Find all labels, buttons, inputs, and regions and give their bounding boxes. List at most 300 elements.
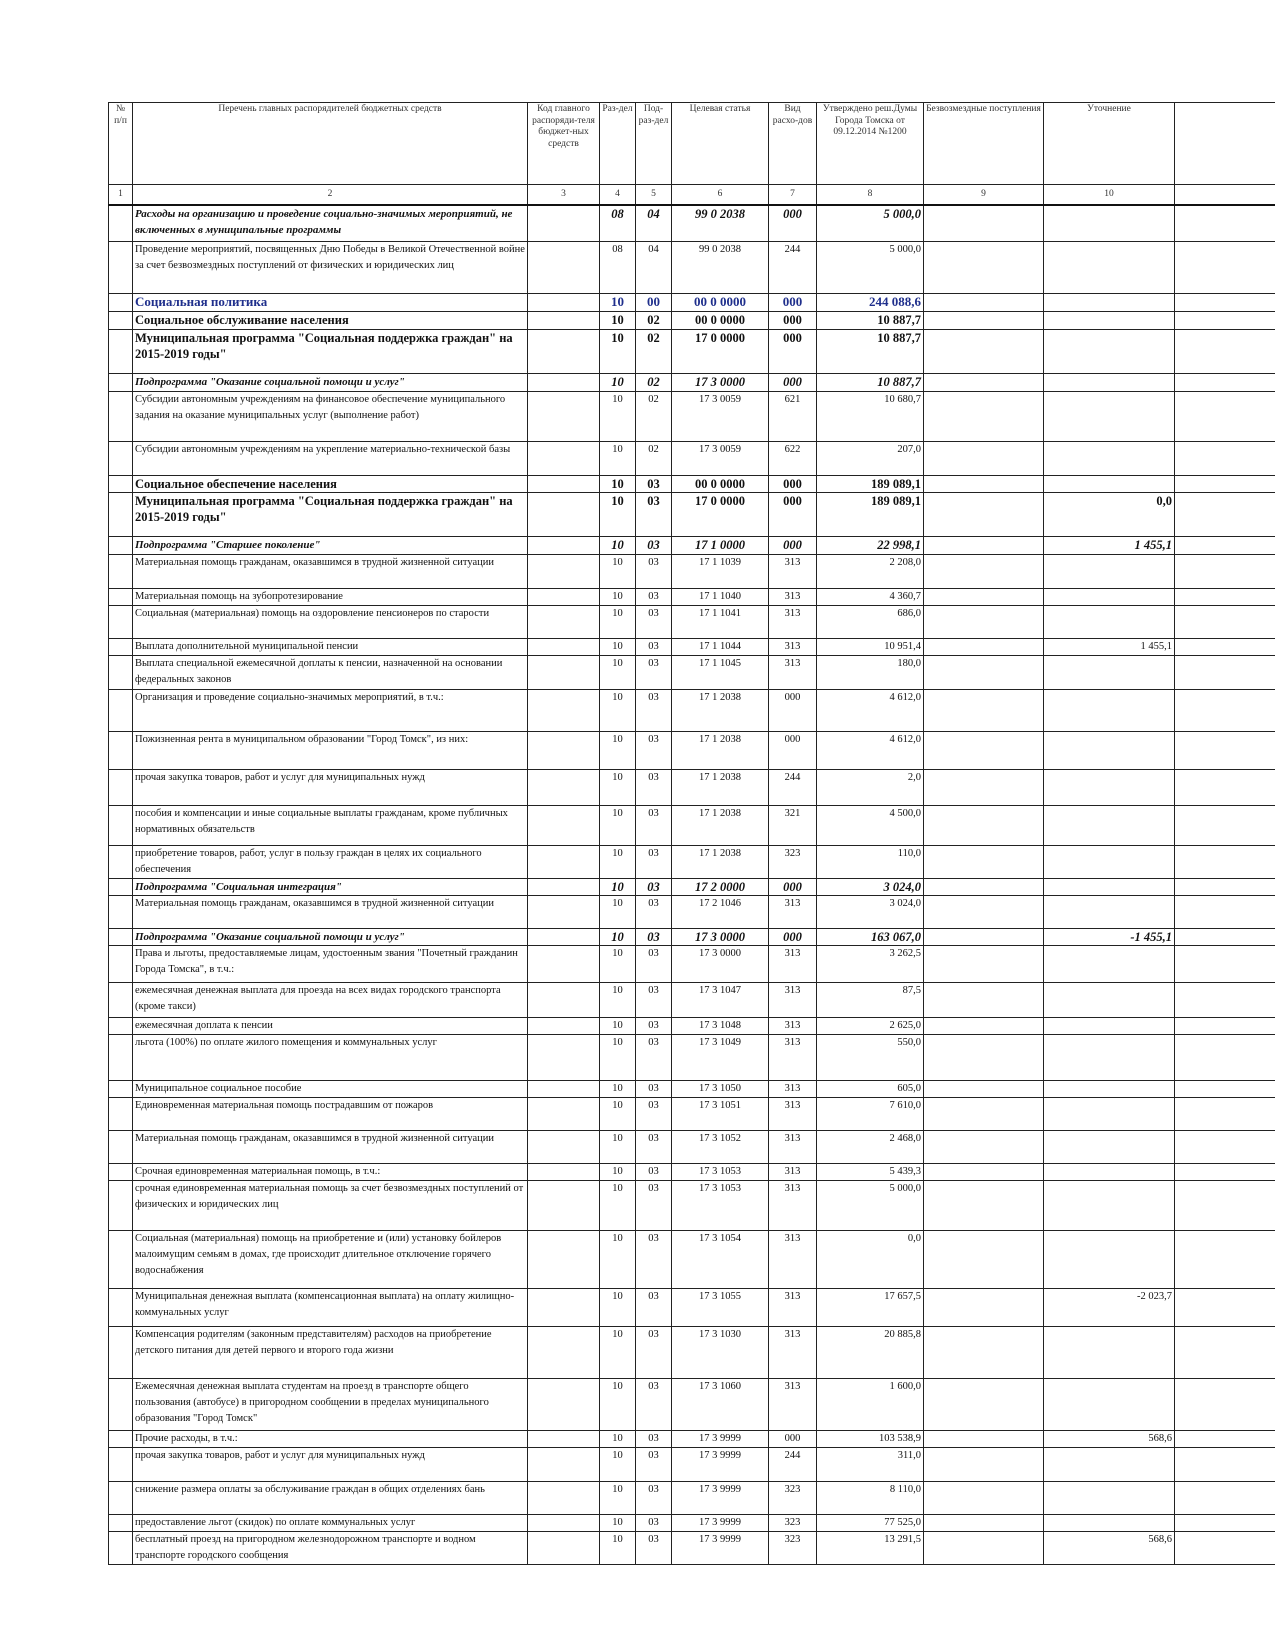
row-expense-type: 313	[769, 945, 817, 982]
row-razdel: 10	[600, 329, 636, 373]
row-expense-type: 313	[769, 554, 817, 588]
row-number-cell	[109, 1531, 133, 1564]
row-expense-type: 621	[769, 391, 817, 441]
table-row	[109, 588, 1275, 605]
table-row	[109, 982, 1275, 1017]
table-row	[109, 554, 1275, 588]
row-number-cell	[109, 1447, 133, 1481]
row-code	[528, 928, 600, 945]
row-refinement	[1044, 475, 1175, 492]
row-number-cell	[109, 731, 133, 769]
row-target-article: 17 1 2038	[672, 731, 769, 769]
row-expense-type: 000	[769, 492, 817, 536]
row-refinement	[1044, 895, 1175, 928]
header-free-receipts: Безвозмездные поступления	[924, 103, 1044, 185]
row-refinement	[1044, 554, 1175, 588]
row-code	[528, 655, 600, 689]
row-number-cell	[109, 1326, 133, 1378]
row-extra	[1175, 441, 1275, 475]
row-extra	[1175, 329, 1275, 373]
row-extra	[1175, 1378, 1275, 1430]
row-number-cell	[109, 878, 133, 895]
row-free-receipts	[924, 293, 1044, 311]
row-approved-amount: 550,0	[817, 1034, 924, 1080]
row-approved-amount: 110,0	[817, 845, 924, 878]
row-name: Социальная политика	[133, 293, 528, 311]
row-free-receipts	[924, 1531, 1044, 1564]
row-code	[528, 373, 600, 391]
row-number-cell	[109, 1180, 133, 1230]
row-expense-type: 313	[769, 605, 817, 638]
row-target-article: 17 2 1046	[672, 895, 769, 928]
row-refinement	[1044, 241, 1175, 293]
row-extra	[1175, 588, 1275, 605]
row-extra	[1175, 1017, 1275, 1034]
row-refinement	[1044, 1163, 1175, 1180]
row-expense-type: 313	[769, 1326, 817, 1378]
row-approved-amount: 8 110,0	[817, 1481, 924, 1514]
table-row	[109, 638, 1275, 655]
row-number-cell	[109, 1034, 133, 1080]
row-name: Выплата дополнительной муниципальной пенсии	[133, 638, 528, 655]
row-refinement	[1044, 1180, 1175, 1230]
row-refinement: 0,0	[1044, 492, 1175, 536]
row-expense-type: 313	[769, 1017, 817, 1034]
column-number: 10	[1044, 185, 1175, 206]
header-podrazdel: Под-раз-дел	[636, 103, 672, 185]
table-row	[109, 536, 1275, 554]
row-extra	[1175, 1288, 1275, 1326]
row-approved-amount: 686,0	[817, 605, 924, 638]
row-podrazdel: 03	[636, 1378, 672, 1430]
row-name: ежемесячная денежная выплата для проезда на всех видах городского транспорта (кроме такси)	[133, 982, 528, 1017]
row-extra	[1175, 554, 1275, 588]
row-extra	[1175, 311, 1275, 329]
row-approved-amount: 163 067,0	[817, 928, 924, 945]
row-approved-amount: 5 000,0	[817, 1180, 924, 1230]
row-podrazdel: 03	[636, 554, 672, 588]
row-code	[528, 1097, 600, 1130]
row-number-cell	[109, 329, 133, 373]
column-number: 4	[600, 185, 636, 206]
row-number-cell	[109, 769, 133, 805]
row-code	[528, 1034, 600, 1080]
row-podrazdel: 02	[636, 373, 672, 391]
row-extra	[1175, 805, 1275, 845]
row-name: прочая закупка товаров, работ и услуг для муниципальных нужд	[133, 769, 528, 805]
row-free-receipts	[924, 475, 1044, 492]
row-approved-amount: 244 088,6	[817, 293, 924, 311]
row-name: Подпрограмма "Старшее поколение"	[133, 536, 528, 554]
row-number-cell	[109, 492, 133, 536]
table-row	[109, 805, 1275, 845]
row-refinement: 1 455,1	[1044, 536, 1175, 554]
row-expense-type: 000	[769, 293, 817, 311]
row-free-receipts	[924, 1326, 1044, 1378]
row-free-receipts	[924, 1080, 1044, 1097]
row-target-article: 17 1 2038	[672, 769, 769, 805]
row-number-cell	[109, 441, 133, 475]
table-row	[109, 1080, 1275, 1097]
row-approved-amount: 17 657,5	[817, 1288, 924, 1326]
row-extra	[1175, 605, 1275, 638]
row-free-receipts	[924, 1230, 1044, 1288]
row-expense-type: 323	[769, 1481, 817, 1514]
row-target-article: 17 1 1044	[672, 638, 769, 655]
column-number: 5	[636, 185, 672, 206]
row-razdel: 10	[600, 731, 636, 769]
row-number-cell	[109, 311, 133, 329]
row-approved-amount: 2 625,0	[817, 1017, 924, 1034]
row-name: снижение размера оплаты за обслуживание граждан в общих отделениях бань	[133, 1481, 528, 1514]
header-razdel: Раз-дел	[600, 103, 636, 185]
row-name: Муниципальное социальное пособие	[133, 1080, 528, 1097]
table-row	[109, 1017, 1275, 1034]
row-code	[528, 1447, 600, 1481]
row-razdel: 10	[600, 805, 636, 845]
row-extra	[1175, 373, 1275, 391]
row-number-cell	[109, 205, 133, 241]
row-name: Социальное обеспечение населения	[133, 475, 528, 492]
row-name: Проведение мероприятий, посвященных Дню Победы в Великой Отечественной войне за счет безвозмездных поступлений от физических и юридических лиц	[133, 241, 528, 293]
row-name: Материальная помощь гражданам, оказавшимся в трудной жизненной ситуации	[133, 895, 528, 928]
row-refinement	[1044, 769, 1175, 805]
row-podrazdel: 04	[636, 205, 672, 241]
row-podrazdel: 03	[636, 1080, 672, 1097]
row-refinement: -2 023,7	[1044, 1288, 1175, 1326]
row-expense-type: 622	[769, 441, 817, 475]
row-razdel: 10	[600, 1080, 636, 1097]
row-free-receipts	[924, 588, 1044, 605]
row-code	[528, 1163, 600, 1180]
table-row	[109, 689, 1275, 731]
row-extra	[1175, 1034, 1275, 1080]
row-target-article: 17 3 1055	[672, 1288, 769, 1326]
row-code	[528, 475, 600, 492]
row-number-cell	[109, 241, 133, 293]
table-row	[109, 731, 1275, 769]
row-target-article: 17 1 2038	[672, 689, 769, 731]
row-name: Материальная помощь гражданам, оказавшимся в трудной жизненной ситуации	[133, 554, 528, 588]
row-number-cell	[109, 554, 133, 588]
row-name: приобретение товаров, работ, услуг в пользу граждан в целях их социального обеспечения	[133, 845, 528, 878]
row-refinement	[1044, 1080, 1175, 1097]
row-expense-type: 000	[769, 311, 817, 329]
row-target-article: 00 0 0000	[672, 475, 769, 492]
row-razdel: 10	[600, 1514, 636, 1531]
row-name: Муниципальная денежная выплата (компенсационная выплата) на оплату жилищно-коммунальных услуг	[133, 1288, 528, 1326]
row-free-receipts	[924, 492, 1044, 536]
row-free-receipts	[924, 945, 1044, 982]
row-razdel: 10	[600, 1481, 636, 1514]
row-target-article: 17 0 0000	[672, 329, 769, 373]
row-refinement	[1044, 588, 1175, 605]
table-row	[109, 1514, 1275, 1531]
table-row	[109, 241, 1275, 293]
row-name: прочая закупка товаров, работ и услуг для муниципальных нужд	[133, 1447, 528, 1481]
row-expense-type: 313	[769, 1230, 817, 1288]
column-number: 8	[817, 185, 924, 206]
row-podrazdel: 03	[636, 1481, 672, 1514]
row-target-article: 00 0 0000	[672, 311, 769, 329]
row-name: Муниципальная программа "Социальная поддержка граждан" на 2015-2019 годы"	[133, 329, 528, 373]
row-approved-amount: 10 887,7	[817, 329, 924, 373]
row-razdel: 10	[600, 605, 636, 638]
row-refinement	[1044, 373, 1175, 391]
row-code	[528, 769, 600, 805]
row-number-cell	[109, 391, 133, 441]
row-free-receipts	[924, 1288, 1044, 1326]
row-free-receipts	[924, 391, 1044, 441]
row-extra	[1175, 928, 1275, 945]
row-approved-amount: 20 885,8	[817, 1326, 924, 1378]
row-number-cell	[109, 1514, 133, 1531]
row-target-article: 17 3 1047	[672, 982, 769, 1017]
row-extra	[1175, 845, 1275, 878]
row-free-receipts	[924, 441, 1044, 475]
row-extra	[1175, 945, 1275, 982]
header-approved: Утверждено реш.Думы Города Томска от 09.12.2014 №1200	[817, 103, 924, 185]
row-name: Прочие расходы, в т.ч.:	[133, 1430, 528, 1447]
row-expense-type: 000	[769, 928, 817, 945]
column-numbers-row	[109, 185, 1275, 206]
row-razdel: 10	[600, 982, 636, 1017]
row-number-cell	[109, 1163, 133, 1180]
row-refinement	[1044, 878, 1175, 895]
table-row	[109, 895, 1275, 928]
row-code	[528, 689, 600, 731]
budget-rows	[109, 205, 1275, 1564]
row-razdel: 10	[600, 391, 636, 441]
row-podrazdel: 03	[636, 1326, 672, 1378]
row-podrazdel: 03	[636, 878, 672, 895]
row-target-article: 17 3 0000	[672, 945, 769, 982]
row-code	[528, 536, 600, 554]
row-razdel: 10	[600, 845, 636, 878]
row-refinement	[1044, 655, 1175, 689]
row-refinement	[1044, 845, 1175, 878]
row-target-article: 00 0 0000	[672, 293, 769, 311]
row-number-cell	[109, 895, 133, 928]
row-refinement	[1044, 731, 1175, 769]
row-free-receipts	[924, 638, 1044, 655]
row-free-receipts	[924, 1378, 1044, 1430]
table-row	[109, 1378, 1275, 1430]
row-podrazdel: 03	[636, 1163, 672, 1180]
row-razdel: 10	[600, 1130, 636, 1163]
row-target-article: 17 3 9999	[672, 1430, 769, 1447]
row-code	[528, 329, 600, 373]
row-number-cell	[109, 655, 133, 689]
row-refinement	[1044, 329, 1175, 373]
row-code	[528, 845, 600, 878]
row-name: Подпрограмма "Оказание социальной помощи и услуг"	[133, 928, 528, 945]
row-expense-type: 313	[769, 895, 817, 928]
row-target-article: 17 3 9999	[672, 1514, 769, 1531]
row-number-cell	[109, 982, 133, 1017]
row-approved-amount: 1 600,0	[817, 1378, 924, 1430]
row-free-receipts	[924, 329, 1044, 373]
row-target-article: 17 3 1052	[672, 1130, 769, 1163]
row-expense-type: 313	[769, 1034, 817, 1080]
row-razdel: 10	[600, 293, 636, 311]
row-name: бесплатный проезд на пригородном железнодорожном транспорте и водном транспорте городского сообщения	[133, 1531, 528, 1564]
table-row	[109, 373, 1275, 391]
row-podrazdel: 03	[636, 1230, 672, 1288]
row-approved-amount: 22 998,1	[817, 536, 924, 554]
row-free-receipts	[924, 554, 1044, 588]
table-row	[109, 1288, 1275, 1326]
table-row	[109, 293, 1275, 311]
row-podrazdel: 03	[636, 1034, 672, 1080]
row-number-cell	[109, 1378, 133, 1430]
row-code	[528, 391, 600, 441]
table-row	[109, 769, 1275, 805]
row-expense-type: 000	[769, 731, 817, 769]
row-podrazdel: 03	[636, 1447, 672, 1481]
row-razdel: 10	[600, 945, 636, 982]
row-expense-type: 313	[769, 1080, 817, 1097]
table-row	[109, 1130, 1275, 1163]
row-expense-type: 313	[769, 588, 817, 605]
row-number-cell	[109, 293, 133, 311]
row-approved-amount: 4 612,0	[817, 689, 924, 731]
row-free-receipts	[924, 1180, 1044, 1230]
row-free-receipts	[924, 878, 1044, 895]
row-approved-amount: 189 089,1	[817, 492, 924, 536]
table-row	[109, 329, 1275, 373]
row-extra	[1175, 982, 1275, 1017]
row-target-article: 17 2 0000	[672, 878, 769, 895]
row-code	[528, 1017, 600, 1034]
row-refinement	[1044, 1097, 1175, 1130]
row-podrazdel: 03	[636, 982, 672, 1017]
row-approved-amount: 87,5	[817, 982, 924, 1017]
row-target-article: 17 3 1049	[672, 1034, 769, 1080]
row-name: Ежемесячная денежная выплата студентам на проезд в транспорте общего пользования (автобусе) в пригородном сообщении в пределах муниципального образования "Город Томск"	[133, 1378, 528, 1430]
row-expense-type: 313	[769, 655, 817, 689]
row-razdel: 10	[600, 1230, 636, 1288]
table-row	[109, 391, 1275, 441]
row-target-article: 17 3 9999	[672, 1447, 769, 1481]
row-approved-amount: 189 089,1	[817, 475, 924, 492]
row-razdel: 10	[600, 1097, 636, 1130]
row-extra	[1175, 205, 1275, 241]
budget-table	[108, 102, 1275, 1565]
row-refinement	[1044, 1326, 1175, 1378]
table-row	[109, 311, 1275, 329]
table-row	[109, 878, 1275, 895]
row-podrazdel: 03	[636, 638, 672, 655]
row-refinement	[1044, 982, 1175, 1017]
row-razdel: 10	[600, 878, 636, 895]
row-podrazdel: 03	[636, 769, 672, 805]
row-number-cell	[109, 1230, 133, 1288]
row-code	[528, 588, 600, 605]
row-expense-type: 244	[769, 241, 817, 293]
row-razdel: 10	[600, 475, 636, 492]
table-row	[109, 1430, 1275, 1447]
row-approved-amount: 10 680,7	[817, 391, 924, 441]
column-number: 2	[133, 185, 528, 206]
table-row	[109, 205, 1275, 241]
row-expense-type: 000	[769, 475, 817, 492]
row-name: Материальная помощь на зубопротезирование	[133, 588, 528, 605]
column-number: 3	[528, 185, 600, 206]
table-row	[109, 1230, 1275, 1288]
row-expense-type: 313	[769, 1378, 817, 1430]
row-approved-amount: 5 439,3	[817, 1163, 924, 1180]
row-target-article: 17 3 1051	[672, 1097, 769, 1130]
row-free-receipts	[924, 1097, 1044, 1130]
row-expense-type: 244	[769, 1447, 817, 1481]
row-expense-type: 000	[769, 205, 817, 241]
row-number-cell	[109, 605, 133, 638]
row-free-receipts	[924, 769, 1044, 805]
row-number-cell	[109, 638, 133, 655]
row-podrazdel: 03	[636, 536, 672, 554]
row-code	[528, 1230, 600, 1288]
row-code	[528, 1130, 600, 1163]
row-code	[528, 805, 600, 845]
row-target-article: 17 3 0059	[672, 441, 769, 475]
row-name: Субсидии автономным учреждениям на укрепление материально-технической базы	[133, 441, 528, 475]
header-number: № п/п	[109, 103, 133, 185]
row-extra	[1175, 638, 1275, 655]
row-razdel: 10	[600, 492, 636, 536]
row-approved-amount: 0,0	[817, 1230, 924, 1288]
row-podrazdel: 03	[636, 928, 672, 945]
row-name: Социальная (материальная) помощь на приобретение и (или) установку бойлеров малоимущим семьям в домах, где происходит длительное отключение горячего водоснабжения	[133, 1230, 528, 1288]
row-expense-type: 313	[769, 1130, 817, 1163]
row-free-receipts	[924, 1514, 1044, 1531]
row-approved-amount: 103 538,9	[817, 1430, 924, 1447]
row-approved-amount: 4 360,7	[817, 588, 924, 605]
row-razdel: 10	[600, 1430, 636, 1447]
row-number-cell	[109, 373, 133, 391]
row-number-cell	[109, 1288, 133, 1326]
row-name: Подпрограмма "Оказание социальной помощи и услуг"	[133, 373, 528, 391]
header-row	[109, 103, 1275, 185]
row-expense-type: 321	[769, 805, 817, 845]
row-refinement	[1044, 1447, 1175, 1481]
row-target-article: 17 3 9999	[672, 1481, 769, 1514]
table-row	[109, 845, 1275, 878]
row-extra	[1175, 1080, 1275, 1097]
row-refinement	[1044, 205, 1175, 241]
row-free-receipts	[924, 1130, 1044, 1163]
row-free-receipts	[924, 805, 1044, 845]
row-extra	[1175, 391, 1275, 441]
row-razdel: 10	[600, 1163, 636, 1180]
row-extra	[1175, 1481, 1275, 1514]
row-extra	[1175, 492, 1275, 536]
row-code	[528, 982, 600, 1017]
row-code	[528, 1326, 600, 1378]
row-refinement	[1044, 689, 1175, 731]
row-razdel: 10	[600, 588, 636, 605]
row-free-receipts	[924, 689, 1044, 731]
row-razdel: 10	[600, 769, 636, 805]
table-row	[109, 1180, 1275, 1230]
row-code	[528, 1288, 600, 1326]
row-target-article: 17 1 2038	[672, 845, 769, 878]
table-row	[109, 1326, 1275, 1378]
row-extra	[1175, 689, 1275, 731]
row-razdel: 10	[600, 655, 636, 689]
row-free-receipts	[924, 1163, 1044, 1180]
row-name: Материальная помощь гражданам, оказавшимся в трудной жизненной ситуации	[133, 1130, 528, 1163]
